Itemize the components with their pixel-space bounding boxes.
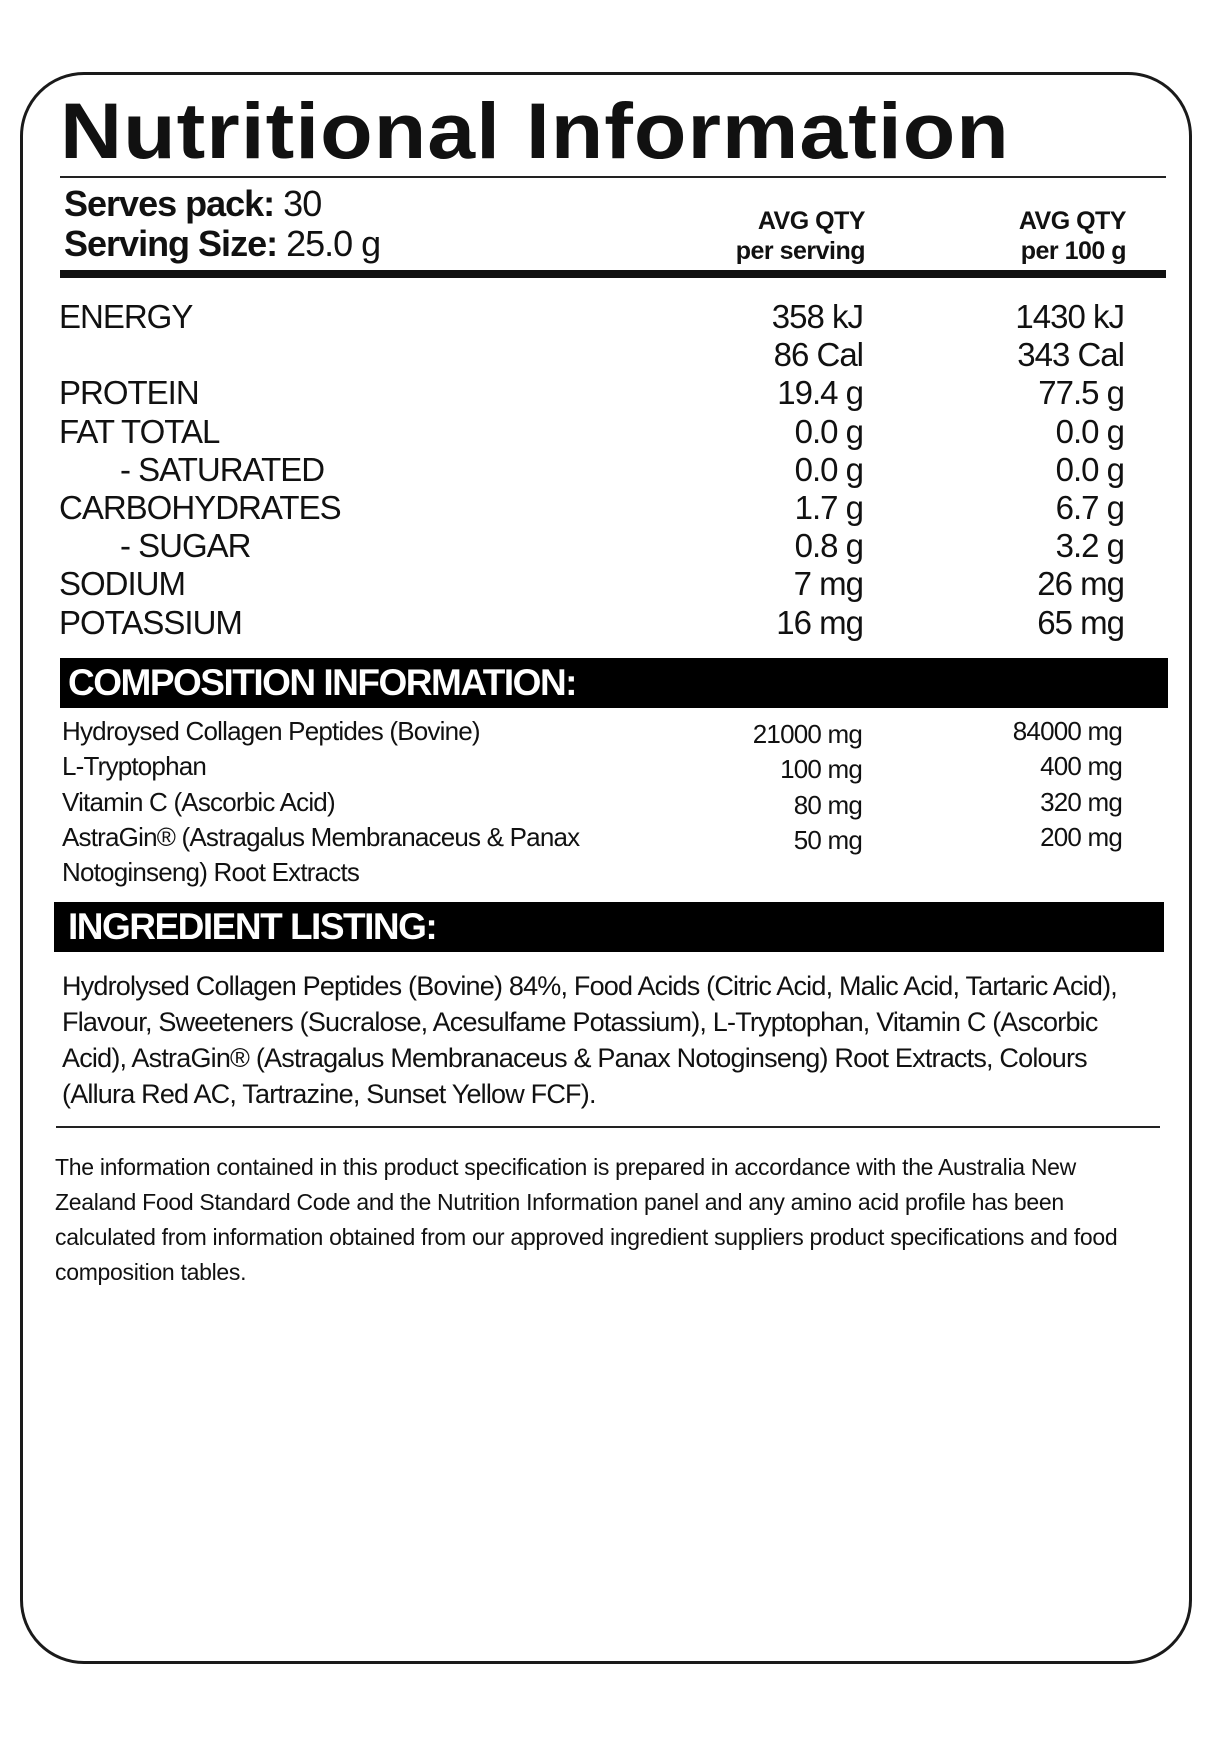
nutrient-row [0, 527, 1214, 565]
disclaimer-text: The information contained in this product specification is prepared in accordance with the Australia New Zealand Food Standard Code and the Nutrition Information panel and any amino acid profile has been calculated from information obtained from our approved ingredient suppliers product specifications and food composition tables. [55, 1154, 1118, 1285]
composition-row [0, 749, 1214, 784]
composition-row [0, 714, 1214, 749]
nutrient-per-100g: 6.7 g [1055, 489, 1124, 526]
composition-per-100g: 200 mg [1040, 821, 1122, 852]
composition-row [0, 820, 1214, 855]
nutrient-per-serving: 1.7 g [794, 489, 863, 526]
composition-per-100g: 84000 mg [1012, 716, 1122, 746]
composition-per-100g: 320 mg [1040, 786, 1122, 817]
nutrient-row [0, 451, 1214, 489]
nutrient-per-serving: 86 Cal [773, 336, 863, 374]
nutrient-label: FAT TOTAL [59, 412, 220, 450]
nutrient-label: PROTEIN [59, 374, 199, 412]
nutrient-label: - SATURATED [120, 450, 325, 488]
nutrient-row [0, 374, 1214, 412]
composition-label: Hydroysed Collagen Peptides (Bovine) [62, 716, 480, 746]
nutrient-per-100g: 1430 kJ [1015, 298, 1124, 335]
nutrient-label: - SUGAR [120, 527, 251, 565]
composition-per-serving: 80 mg [793, 789, 862, 820]
composition-label: Notoginseng) Root Extracts [62, 857, 360, 888]
column-header-per-100g: AVG QTY per 100 g [1018, 207, 1126, 265]
nutrient-row [0, 604, 1214, 642]
nutrient-per-serving: 0.8 g [794, 527, 863, 565]
title-divider [60, 176, 1166, 178]
disclaimer-divider [56, 1126, 1160, 1128]
nutrient-row [0, 413, 1214, 451]
composition-heading: COMPOSITION INFORMATION: [60, 658, 1168, 708]
nutrient-per-100g: 65 mg [1037, 603, 1124, 641]
nutrient-per-100g: 26 mg [1037, 565, 1124, 603]
nutrient-per-serving: 19.4 g [777, 374, 863, 412]
page-title: Nutritional Information [60, 87, 1010, 176]
nutrient-per-serving: 7 mg [793, 565, 863, 603]
nutrient-per-100g: 77.5 g [1038, 374, 1124, 412]
nutrient-per-100g: 0.0 g [1055, 450, 1124, 488]
serves-pack: Serves pack: 30 [64, 183, 322, 224]
composition-label: Vitamin C (Ascorbic Acid) [62, 786, 335, 817]
ingredients-text: Hydrolysed Collagen Peptides (Bovine) 84%, Food Acids (Citric Acid, Malic Acid, Tartaric Acid), Flavour, Sweeteners (Sucralose, Acesulfame Potassium), L-Tryptophan, Vitamin C (Ascorbic Acid), AstraGin® (Astragalus Membranaceus & Panax Notoginseng) Root Extracts, Colours (Allura Red AC, Tartrazine, Sunset Yellow FCF). [62, 971, 1117, 1109]
composition-per-serving: 100 mg [780, 754, 862, 785]
composition-per-100g: 400 mg [1040, 751, 1122, 782]
nutrient-per-100g: 0.0 g [1055, 412, 1124, 450]
nutrient-row [0, 565, 1214, 603]
composition-label: L-Tryptophan [62, 751, 207, 782]
composition-per-serving: 21000 mg [752, 719, 862, 749]
nutrient-label: SODIUM [59, 565, 185, 603]
nutrient-row [0, 489, 1214, 527]
composition-per-serving: 50 mg [793, 824, 862, 855]
nutrient-per-serving: 0.0 g [794, 450, 863, 488]
nutrient-row [0, 298, 1214, 336]
serving-info [64, 184, 380, 264]
nutrient-per-100g: 343 Cal [1017, 336, 1124, 374]
nutrient-label: POTASSIUM [59, 603, 242, 641]
nutrient-row [0, 336, 1214, 374]
header-rule [60, 270, 1166, 278]
nutrient-per-serving: 358 kJ [771, 298, 863, 335]
serving-size: Serving Size: 25.0 g [64, 223, 381, 264]
nutrient-per-100g: 3.2 g [1055, 527, 1124, 565]
nutrient-label: ENERGY [59, 298, 193, 335]
composition-label: AstraGin® (Astragalus Membranaceus & Panax [62, 821, 580, 852]
nutrient-per-serving: 0.0 g [794, 412, 863, 450]
nutrient-label: CARBOHYDRATES [59, 489, 341, 526]
column-header-per-serving: AVG QTY per serving [735, 207, 865, 265]
composition-row [0, 785, 1214, 820]
composition-row [0, 855, 1214, 890]
ingredients-heading: INGREDIENT LISTING: [54, 902, 1164, 952]
nutrient-per-serving: 16 mg [776, 603, 863, 641]
